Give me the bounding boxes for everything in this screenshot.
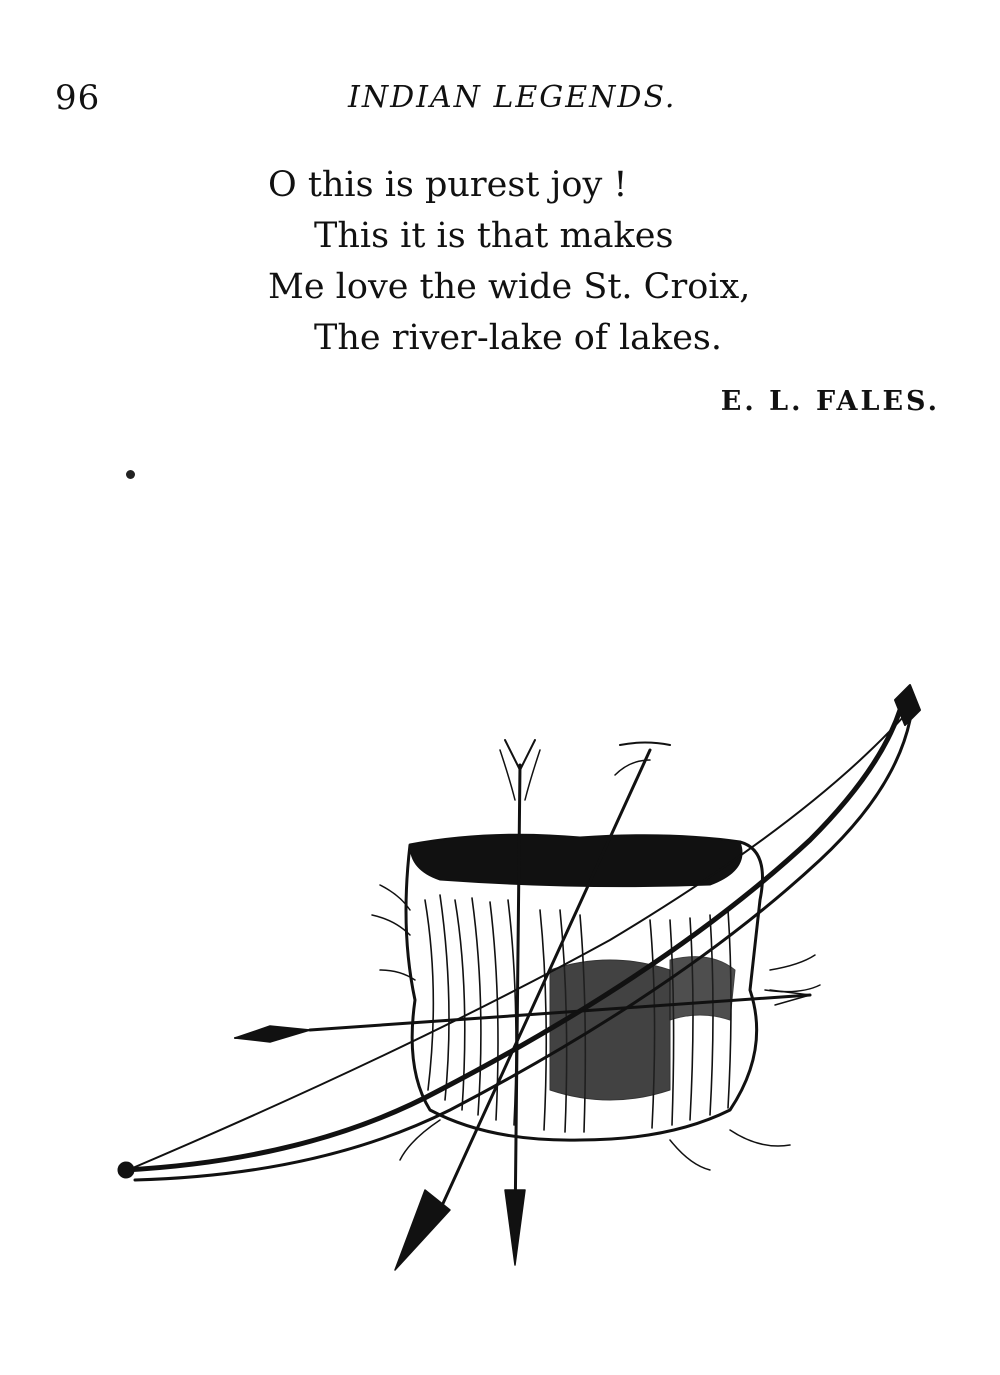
- running-title: INDIAN LEGENDS.: [348, 80, 677, 115]
- author-attribution: E. L. FALES.: [720, 386, 940, 417]
- bow-illustration: [120, 685, 920, 1180]
- poem-line: The river-lake of lakes.: [314, 318, 723, 358]
- bow-arrows-quiver-icon: [110, 670, 940, 1300]
- ink-speck: [126, 470, 135, 479]
- poem-line: O this is purest joy !: [268, 165, 628, 205]
- poem-line: Me love the wide St. Croix,: [268, 267, 751, 307]
- page-number: 96: [55, 78, 101, 118]
- poem-line: This it is that makes: [314, 216, 674, 256]
- poem-stanza: [268, 160, 750, 364]
